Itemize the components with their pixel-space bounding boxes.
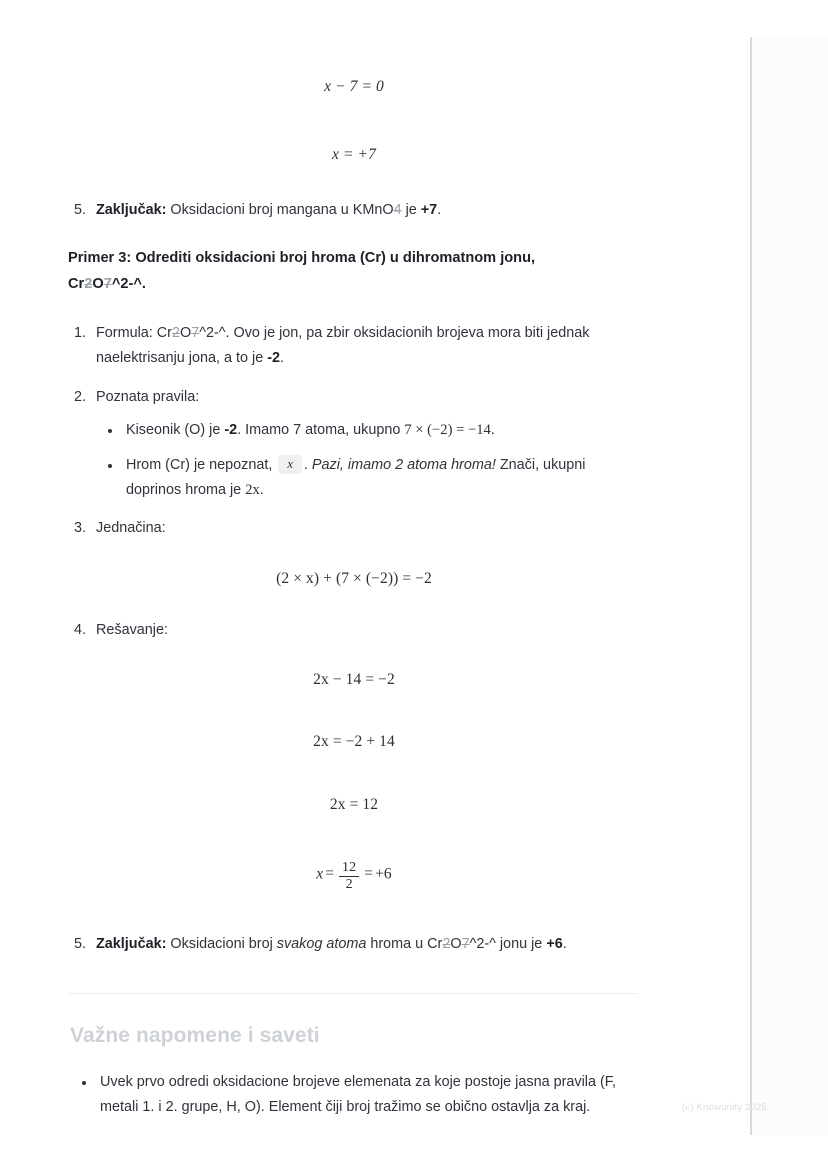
conclusion-2-italic: svakog atoma — [276, 935, 367, 952]
equation-2x-minus-14 — [68, 671, 640, 689]
equation-ion-sum — [68, 570, 640, 588]
conclusion-list-2 — [68, 932, 640, 957]
list-item — [68, 385, 640, 410]
equation-2x-equals — [68, 733, 640, 751]
list-item — [68, 516, 640, 541]
conclusion-period: . — [437, 202, 442, 218]
formula-subscript: 7 — [103, 276, 112, 292]
rule-2-c: Znači, ukupni doprinos hroma je — [126, 457, 586, 498]
formula-subscript: 7 — [191, 325, 200, 341]
conclusion-label: Zaključak: — [96, 202, 167, 218]
equation-7-equals-1: = — [325, 865, 335, 883]
right-panel-edge — [752, 37, 828, 1135]
formula-subscript: 7 — [461, 935, 470, 952]
list-item — [68, 932, 640, 957]
conclusion-list-1 — [68, 198, 640, 223]
fraction-12-over-2 — [339, 860, 359, 894]
rules-bullet-list — [100, 418, 640, 503]
vertical-scroll-divider[interactable] — [750, 37, 752, 1135]
equation-7-var: x — [316, 865, 324, 883]
rule-2-b: . — [303, 457, 312, 473]
steps-list — [68, 321, 640, 371]
primer-3-line1: Primer 3: Odrediti oksidacioni broj hroma (Cr) u dihromatnom jonu, — [68, 250, 536, 266]
primer-3-formula-mid: O — [92, 276, 104, 292]
step-4-text: Rešavanje: — [96, 622, 168, 638]
list-item — [68, 321, 640, 371]
fraction-numerator: 12 — [342, 860, 357, 875]
conclusion-2-text-a: Oksidacioni broj — [170, 935, 277, 952]
equation-1-text: x − 7 = 0 — [324, 78, 384, 95]
list-marker: 5. — [74, 935, 87, 952]
step-3-text: Jednačina: — [96, 520, 166, 536]
primer-3-formula-suffix: ^2-^. — [111, 276, 146, 292]
conclusion-text-a: Oksidacioni broj mangana u KMnO — [170, 202, 394, 218]
formula-subscript: 2 — [171, 325, 180, 341]
rule-2-math: 2x — [245, 482, 260, 498]
equation-5-text: 2x = −2 + 14 — [313, 733, 395, 750]
conclusion-2-value: +6 — [546, 935, 563, 952]
rule-1-a: Kiseonik (O) je — [126, 422, 225, 438]
conclusion-2-mid: O — [450, 935, 462, 952]
list-item — [68, 198, 640, 223]
rule-1-b: . Imamo 7 atoma, ukupno — [237, 422, 405, 438]
step-1-mid: O — [179, 325, 192, 341]
step-1-end: . — [280, 350, 284, 366]
list-marker: 5. — [74, 202, 87, 218]
document-content — [68, 0, 640, 1120]
conclusion-text-b: je — [401, 202, 421, 218]
steps-list-2 — [68, 385, 640, 410]
step-1-prefix: Formula: Cr — [96, 325, 172, 341]
notes-section-heading: Važne napomene i saveti — [70, 1023, 320, 1047]
list-marker: 2. — [74, 389, 87, 405]
equation-3-text: (2 × x) + (7 × (−2)) = −2 — [276, 570, 432, 587]
rule-1-c: . — [490, 422, 495, 438]
list-item — [68, 618, 640, 643]
watermark: (c) Knowunity 2025 — [682, 1102, 767, 1113]
equation-7-equals-2: = — [364, 865, 374, 883]
list-item: Uvek prvo odredi oksidacione brojeve elemenata za koje postoje jasna pravila (F, metali 1. i 2. grupe, H, O). Element čiji broj tražimo se obično ostavlja za kraj. — [74, 1070, 640, 1120]
steps-list-4 — [68, 618, 640, 643]
conclusion-2-text-c: ^2-^ jonu je — [469, 935, 547, 952]
primer-3-formula-prefix: Cr — [68, 276, 85, 292]
conclusion-value: +7 — [420, 202, 438, 218]
rule-2-d: . — [259, 482, 264, 498]
formula-subscript: 2 — [442, 935, 451, 952]
formula-subscript: 2 — [84, 276, 93, 292]
equation-7-result: +6 — [375, 865, 392, 883]
equation-x-minus-7 — [68, 78, 640, 96]
code-chip-x[interactable]: x — [278, 455, 302, 474]
notes-bullet-list — [74, 1070, 640, 1120]
fraction-denominator: 2 — [339, 876, 359, 894]
step-2-text: Poznata pravila: — [96, 389, 200, 405]
conclusion-2-text-b: hroma u Cr — [366, 935, 443, 952]
primer-3-heading — [68, 245, 640, 297]
rule-2-a: Hrom (Cr) je nepoznat, — [126, 457, 277, 473]
equation-4-text: 2x − 14 = −2 — [313, 671, 395, 688]
equation-x-equals-7 — [68, 146, 640, 164]
equation-6-text: 2x = 12 — [329, 796, 379, 813]
list-marker: 3. — [74, 520, 87, 536]
list-marker: 4. — [74, 622, 87, 638]
equation-2x-equals-12 — [68, 796, 640, 814]
list-item — [100, 453, 640, 503]
conclusion-2-period: . — [562, 935, 567, 952]
step-1-suffix: ^2-^. Ovo je jon, pa zbir oksidacionih brojeva mora biti jednak naelektrisanju jona, a to je — [96, 325, 590, 366]
rule-2-italic: Pazi, imamo 2 atoma hroma! — [311, 457, 496, 473]
rule-1-bold: -2 — [224, 422, 238, 438]
list-item — [100, 418, 640, 443]
conclusion-2-label: Zaključak: — [96, 935, 167, 952]
rule-1-math: 7 × (−2) = −14 — [404, 422, 491, 438]
formula-subscript: 4 — [393, 202, 402, 218]
step-1-value: -2 — [267, 350, 280, 366]
section-divider — [68, 993, 638, 994]
equation-2-text: x = +7 — [332, 146, 376, 163]
steps-list-3 — [68, 516, 640, 541]
equation-x-fraction — [68, 860, 640, 894]
list-marker: 1. — [74, 325, 87, 341]
